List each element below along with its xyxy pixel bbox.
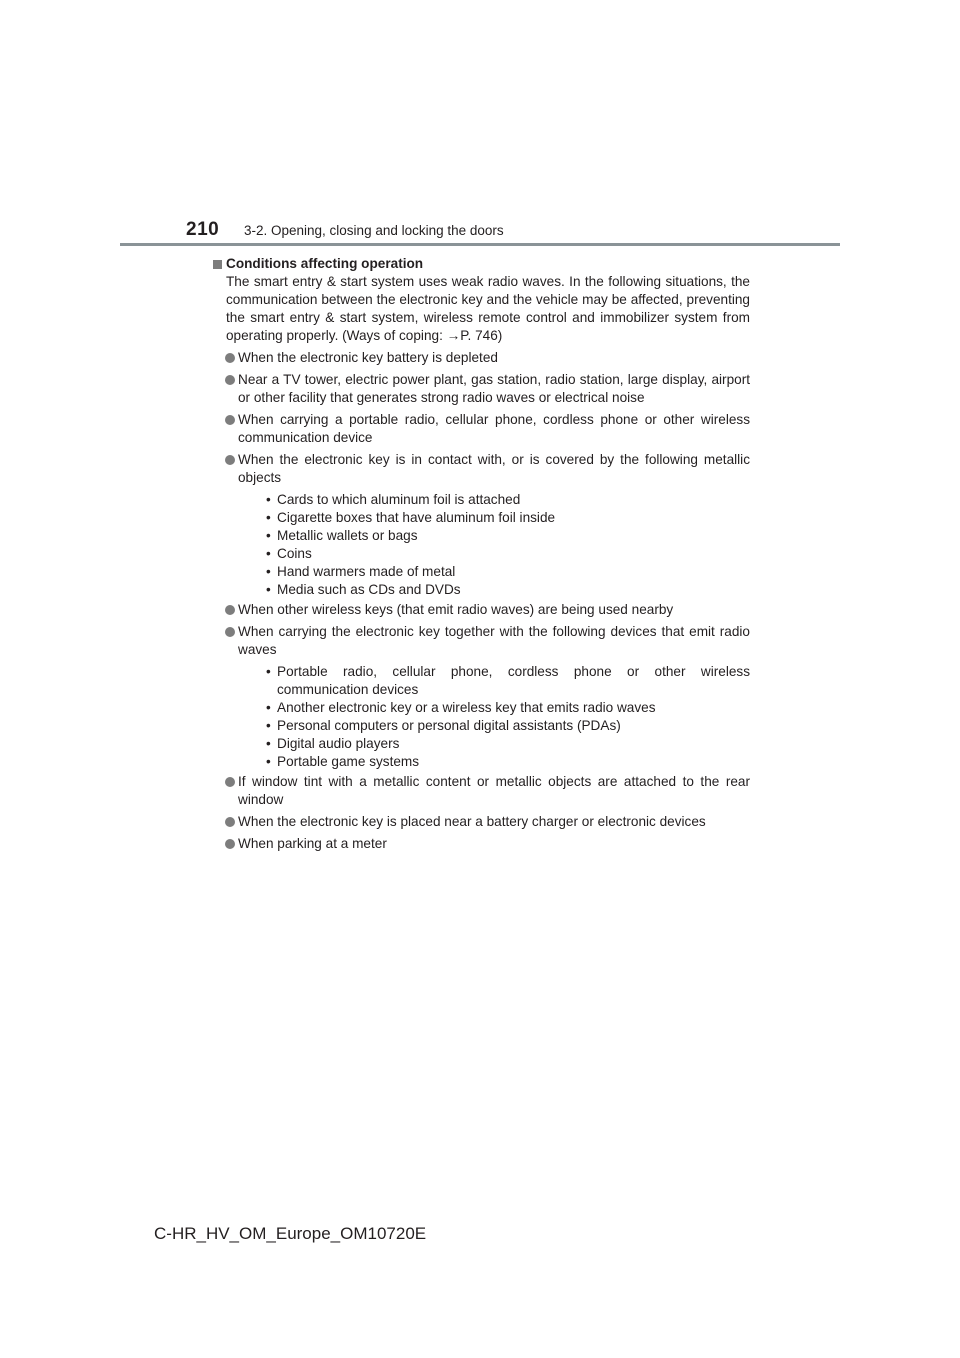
sub-list-item: • Hand warmers made of metal (266, 564, 456, 579)
sub-list-item: • Media such as CDs and DVDs (266, 582, 461, 597)
sub-list-item-text: Another electronic key or a wireless key that emits radio waves (277, 700, 656, 715)
list-item (212, 813, 750, 831)
sub-list-item: • Personal computers or personal digital assistants (PDAs) (266, 718, 621, 733)
sub-list-item: • Coins (266, 546, 312, 561)
list-item (212, 601, 750, 619)
list-item (212, 835, 750, 853)
list-item-text: If window tint with a metallic content or metallic objects are attached to the rear window (238, 774, 750, 807)
circle-bullet-icon (225, 375, 235, 385)
sub-list-item-text: Coins (277, 546, 312, 561)
list-item (212, 773, 750, 809)
list-item-text: Near a TV tower, electric power plant, gas station, radio station, large display, airport or other facility that generates strong radio waves or electrical noise (238, 372, 750, 405)
page-number: 210 (186, 219, 220, 240)
sub-list-item-text: Portable game systems (277, 754, 420, 769)
sub-list-item: • Portable game systems (266, 754, 420, 769)
page-header (0, 214, 960, 248)
sub-list-item-text: Cigarette boxes that have aluminum foil inside (277, 510, 556, 525)
sub-list-item-text: Digital audio players (277, 736, 400, 751)
sub-list-item-text: Portable radio, cellular phone, cordless phone or other wireless communication devices (277, 664, 750, 697)
page-content (212, 255, 750, 853)
list-item-text: When the electronic key is placed near a battery charger or electronic devices (238, 814, 706, 829)
circle-bullet-icon (225, 817, 235, 827)
list-item-text: When carrying a portable radio, cellular phone, cordless phone or other wireless communication device (238, 412, 750, 445)
circle-bullet-icon (225, 353, 235, 363)
sub-list (238, 491, 750, 599)
circle-bullet-icon (225, 839, 235, 849)
circle-bullet-icon (225, 415, 235, 425)
list-item (212, 349, 750, 367)
heading-text: Conditions affecting operation (226, 256, 424, 271)
sub-list-item: • Metallic wallets or bags (266, 528, 418, 543)
section-title: 3-2. Opening, closing and locking the doors (244, 223, 504, 238)
list-item-text: When the electronic key is in contact with, or is covered by the following metallic objects (238, 452, 750, 485)
sub-list-item: • Digital audio players (266, 736, 400, 751)
document-id-footer: C-HR_HV_OM_Europe_OM10720E (154, 1224, 427, 1243)
sub-list-item-text: Hand warmers made of metal (277, 564, 456, 579)
circle-bullet-icon (225, 455, 235, 465)
sub-list-item-text: Metallic wallets or bags (277, 528, 418, 543)
list-item-text: When carrying the electronic key together with the following devices that emit radio waves (238, 624, 750, 657)
sub-list-item: • Another electronic key or a wireless key that emits radio waves (266, 700, 656, 715)
sub-list-item-text: Media such as CDs and DVDs (277, 582, 461, 597)
square-bullet-icon (213, 260, 222, 269)
sub-list-item: • Cigarette boxes that have aluminum foil inside (266, 510, 556, 525)
circle-bullet-icon (225, 777, 235, 787)
list-item-text: When the electronic key battery is depleted (238, 350, 498, 365)
sub-list-item-text: Cards to which aluminum foil is attached (277, 492, 521, 507)
sub-list-item: • Cards to which aluminum foil is attached (266, 492, 521, 507)
sub-list-item-text: Personal computers or personal digital assistants (PDAs) (277, 718, 621, 733)
list-item (212, 411, 750, 447)
list-item-text: When parking at a meter (238, 836, 387, 851)
header-divider (120, 243, 840, 246)
sub-list-item: • Portable radio, cellular phone, cordless phone or other wireless communication devices (266, 664, 750, 697)
section-heading (212, 255, 750, 273)
intro-paragraph: The smart entry & start system uses weak radio waves. In the following situations, the communication between the electronic key and the vehicle may be affected, preventing the smart entry & start system, wireless remote control and immobilizer system from operating properly. (Ways of coping: →P. 746) (226, 274, 750, 343)
list-item (212, 371, 750, 407)
list-item (212, 623, 750, 771)
sub-list (238, 663, 750, 771)
list-item-text: When other wireless keys (that emit radio waves) are being used nearby (238, 602, 674, 617)
circle-bullet-icon (225, 605, 235, 615)
list-item (212, 451, 750, 599)
circle-bullet-icon (225, 627, 235, 637)
